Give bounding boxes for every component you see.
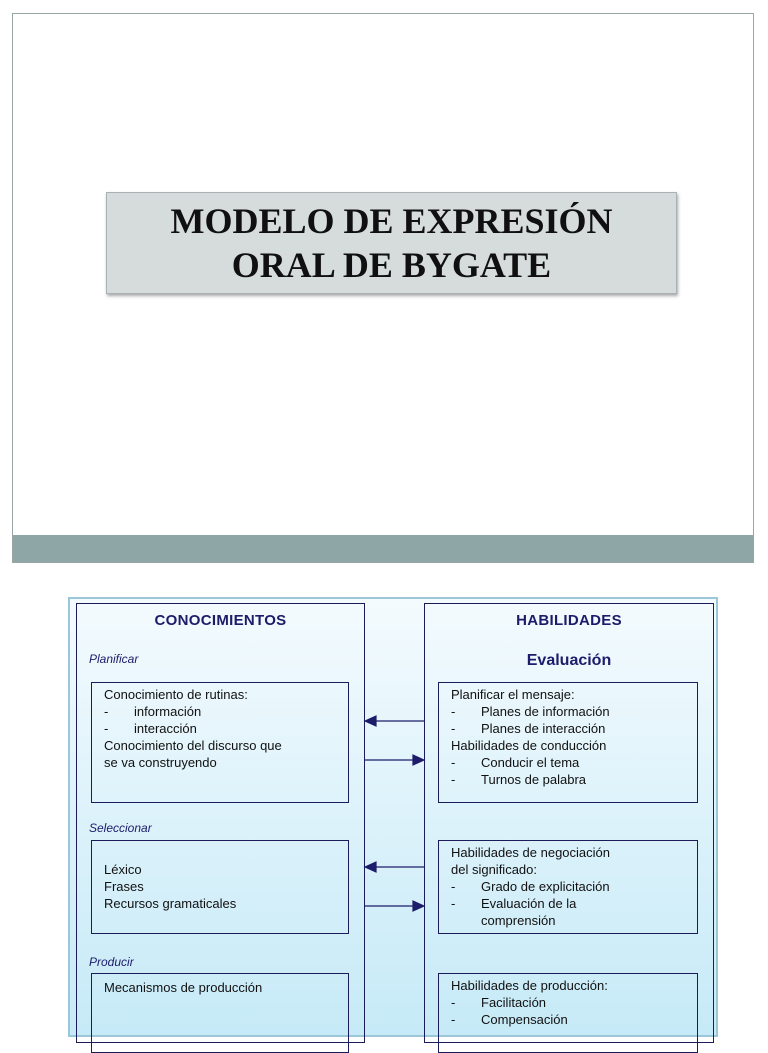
line-text: comprensión xyxy=(481,913,556,928)
box-line xyxy=(104,737,338,754)
box-line xyxy=(451,861,687,878)
line-text: Turnos de palabra xyxy=(481,772,587,787)
line-text: Planes de información xyxy=(481,704,610,719)
skills-column xyxy=(424,603,714,1043)
line-text: Planes de interacción xyxy=(481,721,606,736)
line-text: del significado: xyxy=(451,862,537,877)
box-line xyxy=(104,754,338,771)
line-text: Recursos gramaticales xyxy=(104,896,237,911)
title-line-2: ORAL DE BYGATE xyxy=(231,245,552,285)
line-text: interacción xyxy=(134,721,197,736)
line-text: Habilidades de negociación xyxy=(451,845,611,860)
box-line xyxy=(104,979,338,996)
bullet-dash: - xyxy=(451,896,456,911)
box-line xyxy=(451,844,687,861)
bullet-item xyxy=(451,878,687,895)
slide-title xyxy=(170,199,612,287)
line-text: Planificar el mensaje: xyxy=(451,687,575,702)
bullet-item xyxy=(451,771,687,788)
bullet-dash: - xyxy=(451,704,456,719)
box-line xyxy=(451,912,687,929)
line-text: Grado de explicitación xyxy=(481,879,610,894)
line-text: Mecanismos de producción xyxy=(104,980,263,995)
bullet-dash: - xyxy=(104,721,109,736)
bullet-dash: - xyxy=(104,704,109,719)
bullet-item xyxy=(104,720,338,737)
knowledge-column-title: CONOCIMIENTOS xyxy=(154,612,287,629)
line-text: Facilitación xyxy=(481,995,547,1010)
line-text: información xyxy=(134,704,202,719)
skills-box-negotiation xyxy=(438,840,698,934)
bullet-item xyxy=(451,1011,687,1028)
slide-footer-band xyxy=(13,535,753,562)
line-text: Conducir el tema xyxy=(481,755,580,770)
arrow-plan-left-head xyxy=(365,716,376,726)
box-line xyxy=(104,895,338,912)
line-text: Habilidades de producción: xyxy=(451,978,608,993)
line-text: Léxico xyxy=(104,862,142,877)
skills-box-plan xyxy=(438,682,698,803)
line-text: Frases xyxy=(104,879,144,894)
knowledge-box-plan xyxy=(91,682,349,803)
line-text: Conocimiento de rutinas: xyxy=(104,687,248,702)
arrow-select-right-head xyxy=(413,901,424,911)
title-box xyxy=(106,192,677,294)
box-line xyxy=(451,737,687,754)
section-label-select: Seleccionar xyxy=(89,821,152,835)
title-line-1: MODELO DE EXPRESIÓN xyxy=(170,201,613,241)
section-label-plan: Planificar xyxy=(89,652,139,666)
bullet-item xyxy=(451,720,687,737)
bullet-item xyxy=(451,994,687,1011)
bullet-item xyxy=(104,703,338,720)
skills-column-title: HABILIDADES xyxy=(516,612,622,629)
skills-subtitle: Evaluación xyxy=(526,652,612,669)
knowledge-box-produce xyxy=(91,973,349,1053)
arrow-select-left-head xyxy=(365,862,376,872)
bullet-dash: - xyxy=(451,879,456,894)
bullet-dash: - xyxy=(451,772,456,787)
title-slide xyxy=(12,13,754,563)
knowledge-box-select xyxy=(91,840,349,934)
diagram-slide xyxy=(68,597,718,1037)
box-line xyxy=(104,878,338,895)
bullet-dash: - xyxy=(451,721,456,736)
box-line xyxy=(104,861,338,878)
line-text: Compensación xyxy=(481,1012,568,1027)
bullet-dash: - xyxy=(451,995,456,1010)
box-line xyxy=(451,977,687,994)
section-label-produce: Producir xyxy=(89,955,134,969)
bullet-dash: - xyxy=(451,755,456,770)
line-text: Habilidades de conducción xyxy=(451,738,607,753)
line-text: Conocimiento del discurso que xyxy=(104,738,282,753)
arrow-plan-right-head xyxy=(413,755,424,765)
bullet-item xyxy=(451,754,687,771)
bullet-item xyxy=(451,703,687,720)
line-text: Evaluación de la xyxy=(481,896,577,911)
bullet-item xyxy=(451,895,687,912)
box-line xyxy=(104,686,338,703)
bullet-dash: - xyxy=(451,1012,456,1027)
line-text: se va construyendo xyxy=(104,755,217,770)
box-line xyxy=(451,686,687,703)
knowledge-column xyxy=(76,603,365,1043)
skills-box-production xyxy=(438,973,698,1053)
